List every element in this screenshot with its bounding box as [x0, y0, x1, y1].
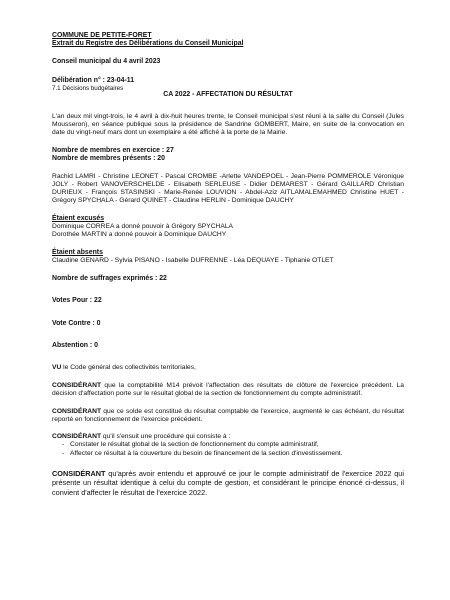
commune-name: COMMUNE DE PETITE-FORET	[52, 32, 152, 39]
document-page	[52, 32, 404, 497]
considerant-keyword: CONSIDÉRANT	[52, 381, 102, 389]
members-present: Nombre de membres présents : 20	[52, 155, 165, 163]
procedure-item: - Constater le résultat global de la section de fonctionnement du compte administratif,	[52, 441, 404, 450]
document-title: CA 2022 - AFFECTATION DU RÉSULTAT	[163, 91, 293, 99]
excused-item: Dorothée MARTIN a donné pouvoir à Dominique DAUCHY	[52, 231, 227, 239]
considerant-text: que ce solde est constitué du résultat comptable de l'exercice, augmenté le cas échéant, du résultat reporté en fonctionnement de l'exercice précédent.	[52, 407, 404, 423]
considerant-keyword: CONSIDÉRANT	[52, 433, 102, 441]
considerant-2	[52, 408, 404, 424]
considerant-keyword: CONSIDÉRANT	[52, 468, 106, 478]
register-extract: Extrait du Registre des Délibérations du Conseil Municipal	[52, 40, 244, 48]
vu-keyword: VU	[52, 363, 62, 371]
excused-heading: Étaient excusés	[52, 214, 105, 222]
category-label: 7.1 Décisions budgétaires	[52, 84, 124, 92]
votes-abstention: Abstention : 0	[52, 341, 98, 349]
considerant-3	[52, 433, 404, 441]
vu-clause	[52, 364, 404, 372]
absent-list: Claudine GENARD - Sylvia PISANO - Isabelle DUFRENNE - Léa DEQUAYE - Tiphanie OTLET	[52, 257, 334, 265]
considerant-1	[52, 382, 404, 398]
considerant-text: qu'il s'ensuit une procédure qui consiste à :	[101, 433, 231, 441]
absent-heading: Étaient absents	[52, 248, 103, 256]
considerant-4	[52, 469, 404, 498]
excused-item: Dominique CORREA a donné pouvoir à Grégory SPYCHALA	[52, 223, 234, 231]
procedure-item: - Affecter ce résultat à la couverture du besoin de financement de la section d'investissement.	[52, 450, 404, 459]
votes-cast: Nombre de suffrages exprimés : 22	[52, 275, 167, 283]
deliberation-number: Délibération n° : 23-04-11	[52, 76, 135, 84]
procedure-list	[52, 441, 404, 458]
vu-text: le Code général des collectivités territoriales,	[61, 363, 196, 371]
members-in-office: Nombre de membres en exercice : 27	[52, 146, 174, 154]
intro-paragraph: L'an deux mil vingt-trois, le 4 avril à dix-huit heures trente, le Conseil municipal s'est réuni à la salle du Conseil (Jules Mousseron), en séance publique sous la présidence de Sandrine GOMBERT, Maire, en suite de la convocation en date du vingt-neuf mars dont un exemplaire a été affiché à la porte de la Mairie.	[52, 113, 404, 137]
considerant-text: qu'après avoir entendu et approuvé ce jour le compte administratif de l'exercice 2022 qui présente un résultat identique à celui du compte de gestion, et considérant le principe énoncé ci-dessus, il convient d'affecter le résultat de l'exercice 2022.	[52, 468, 404, 497]
council-date: Conseil municipal du 4 avril 2023	[52, 58, 161, 66]
present-members-list: Rachid LAMRI - Christine LEONET - Pascal CROMBE -Arlette VANDEPOEL - Jean-Pierre POMMEROLE Véronique JOLY - Robert VANOVERSCHELDE - Elisabeth SERLEUSE - Didier DEMAREST - Gérard GAILLARD Christian DURIEUX - François STASINSKI - Marie-Renée LOUVION - Abdel-Aziz AITLAMALEMAHMED Christine HUET - Grégory SPYCHALA - Gérard QUINET - Claudine HERLIN - Dominique DAUCHY	[52, 173, 404, 205]
considerant-text: que la comptabilité M14 prévoit l'affectation des résultats de clôture de l'exercice précédent. La décision d'affectation porte sur le résultat global de la section de fonctionnement du compte administratif.	[52, 381, 404, 397]
votes-against: Vote Contre : 0	[52, 319, 101, 327]
considerant-keyword: CONSIDÉRANT	[52, 407, 102, 415]
votes-for: Votes Pour : 22	[52, 297, 102, 305]
